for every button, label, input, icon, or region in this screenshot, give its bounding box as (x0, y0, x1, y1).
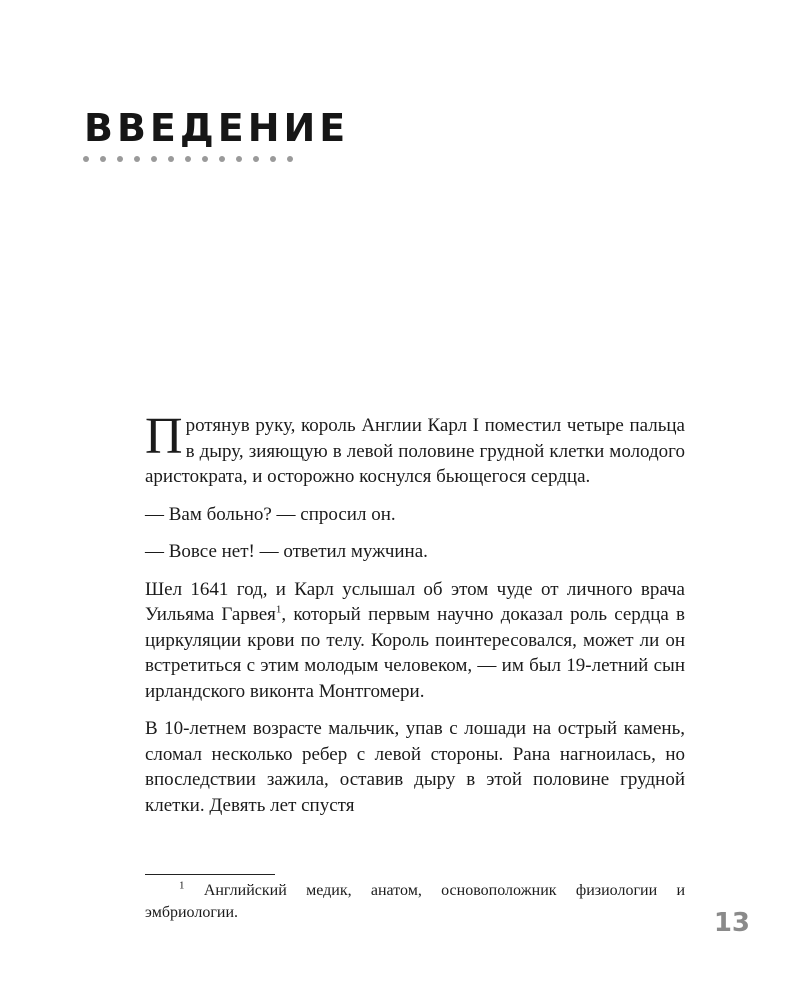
paragraph-5: В 10-летнем возрасте мальчик, упав с лошади на острый камень, сломал несколько ребер с левой стороны. Рана нагноилась, но впоследствии зажила, оставив дыру в этой половине грудной клетки. Девять лет спустя (145, 718, 685, 816)
divider-dot (219, 156, 225, 162)
divider-dot (83, 156, 89, 162)
paragraph-1 (145, 408, 685, 490)
divider-dot (287, 156, 293, 162)
paragraph-4-text-b: , который первым научно доказал роль сердца в циркуляции крови по телу. Король поинтересовался, может ли он встретиться с этим молодым человеком, — им был 19-летний сын ирландского виконта Монтгомери. (145, 604, 686, 702)
drop-cap: П (145, 408, 183, 465)
title-dot-divider (83, 156, 293, 162)
divider-dot (151, 156, 157, 162)
divider-dot (185, 156, 191, 162)
divider-dot (168, 156, 174, 162)
divider-dot (270, 156, 276, 162)
paragraph-3: — Вовсе нет! — ответил мужчина. (145, 541, 428, 562)
body-text (145, 408, 686, 830)
divider-dot (134, 156, 140, 162)
footnote-rule (145, 874, 275, 875)
chapter-title: ВВЕДЕНИЕ (84, 106, 350, 150)
divider-dot (202, 156, 208, 162)
page-number: 13 (713, 908, 750, 938)
paragraph-2: — Вам больно? — спросил он. (145, 503, 396, 525)
footnote-text: Английский медик, анатом, основоположник физиологии и эмбриологии. (145, 882, 686, 921)
paragraph-4 (145, 577, 685, 705)
footnote (145, 880, 685, 924)
paragraph-4-text-a: Шел 1641 год, и Карл услышал об этом чуде от личного врача Уильяма Гарвея (145, 578, 685, 625)
paragraph-1-text: ротянув руку, король Англии Карл I поместил четыре пальца в дыру, зияющую в левой половине грудной клетки молодого аристократа, и осторожно коснулся бьющегося сердца. (145, 415, 685, 487)
divider-dot (253, 156, 259, 162)
divider-dot (100, 156, 106, 162)
divider-dot (236, 156, 242, 162)
footnote-ref: 1 (275, 603, 282, 616)
divider-dot (117, 156, 123, 162)
footnote-marker: 1 (179, 879, 185, 892)
